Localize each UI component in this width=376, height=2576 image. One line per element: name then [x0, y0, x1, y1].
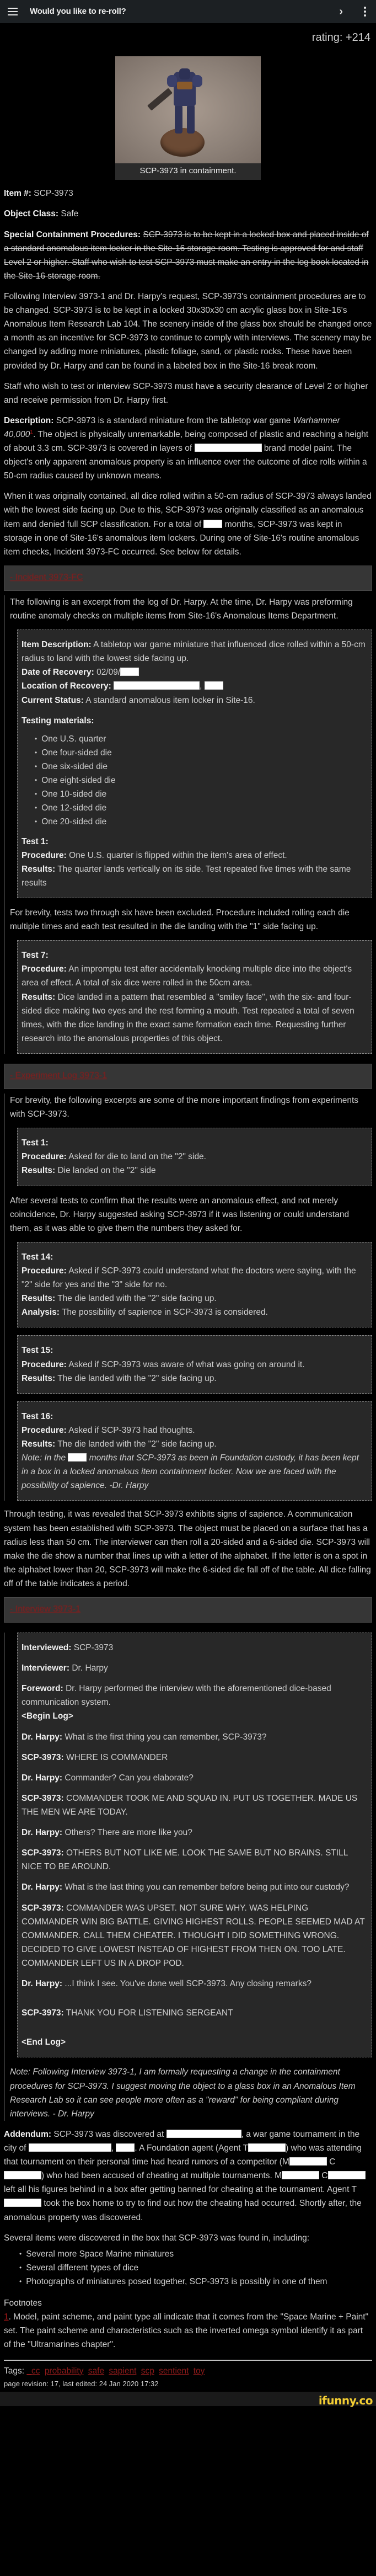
containment-photo [115, 56, 261, 180]
redacted-block [205, 681, 223, 690]
page-revision-info: page revision: 17, last edited: 24 Jan 2020 17:32 [4, 2379, 159, 2388]
footnotes-heading: Footnotes [4, 2298, 42, 2308]
description: Description: SCP-3973 is a standard miniature from the tabletop war game Warhammer 40,000$^1$. The object is physically unremarkable, being composed of plastic and reaching a height of about 3.3 cm. SCP-3973 is covered in layers of brand model paint. The object's only apparent anomalous property is an influence over the outcome of dice rolls within a 50-cm radius caused by unknown means. [4, 415, 368, 481]
addendum: Addendum: SCP-3973 was discovered at , a war game tournament in the city of , . A Foundation agent (Agent T ) who was attending that tournament on their personal time had heard rumors of a competitor (M C) who had been accused of cheating at multiple tournaments. M C left all his figures behind in a box after getting banned for cheating at the tournament. Agent T took the box home to try to find out how the cheating had occurred. Shortly after, the anomalous property was discovered. [4, 2127, 372, 2225]
dialogue-line: SCP-3973: COMMANDER WAS UPSET. NOT SURE WHY. WAS HELPING COMMANDER WIN BIG BATTLE. GIVING HIGHEST ROLLS. PEOPLE SEEMED MAD AT COMMANDER. CALL THEM CHEATER. I THOUGHT I DID SOMETHING WRONG. DECIDED TO GIVE LOWEST INSTEAD OF HIGHEST FROM THEN ON. TOO LATE. COMMANDER LEFT US IN A DROP POD. [22, 1903, 365, 1969]
interview-note: Note: Following Interview 3973-1, I am formally requesting a change in the containment procedures for SCP-3973. I suggest moving the object to a glass box in an Anomalous Item Research Lab so it can see people more often as a "reward" for being compliant during interviews. - Dr. Harpy [10, 2067, 356, 2119]
test-7-box: Test 7: Procedure: An impromptu test after accidentally knocking multiple dice into the object's area of effect. A total of six dice were rolled in the 50cm area. Results: Dice landed in a pattern that resembled a "smiley face", with the six- and four-sided dice making two eyes and the rest forming a mouth. Test repeated a total of seven times, with the dice landing in the exact same formation each time. Requesting further research into the anomalous properties of this object. [17, 940, 372, 1054]
redacted-block [248, 2143, 286, 2152]
redacted-block [282, 2171, 319, 2179]
testing-materials-list [35, 732, 367, 829]
footnote-ref[interactable]: 1 [30, 429, 33, 435]
watermark-bar [0, 2392, 376, 2406]
list-item: • One 20-sided die [35, 815, 367, 829]
experiment-intro: For brevity, the following excerpts are some of the more important findings from experiments with SCP-3973. [10, 1095, 359, 1119]
rating-badge[interactable]: rating: +214 [311, 31, 370, 44]
dialogue-line: Dr. Harpy: What is the first thing you can remember, SCP-3973? [22, 1732, 267, 1742]
item-number: Item #: SCP-3973 [4, 189, 73, 199]
footnote-backlink[interactable]: 1 [4, 2312, 9, 2322]
experiment-test-14-box: Test 14: Procedure: Asked if SCP-3973 could understand what the doctors were saying, with the "2" side for yes and the "3" side for no. Results: The die landed with the "2" side facing up. Analysis: The possibility of sapience in SCP-3973 is considered. [17, 1242, 372, 1328]
list-item: • Several different types of dice [19, 2261, 372, 2275]
redacted-block [289, 2157, 327, 2166]
dialogue-line: Dr. Harpy: What is the last thing you can remember before being put into our custody? [22, 1882, 350, 1892]
dialogue-line: SCP-3973: THANK YOU FOR LISTENING SERGEANT [22, 2008, 233, 2018]
found-items-list [19, 2247, 372, 2289]
description-history: When it was originally contained, all dice rolled within a 50-cm radius of SCP-3973 always landed with the lowest side facing up. Due to this, SCP-3973 was originally classified as an anomalous item and denied full SCP classification. For a total of months, SCP-3973 was kept in storage in one of Site-16's anomalous item lockers. During one of Site-16's routine anomalous item checks, Incident 3973-FC occurred. See below for details. [4, 492, 372, 557]
list-item: • One 10-sided die [35, 787, 367, 801]
tag-link[interactable]: _cc [26, 2366, 40, 2376]
dialogue-line: SCP-3973: COMMANDER TOOK ME AND SQUAD IN. PUT US TOGETHER. MADE US THE MEN WE ARE TODAY. [22, 1793, 358, 1817]
footnote-item: 1. Model, paint scheme, and paint type all indicate that it comes from the "Space Marine + Paint" set. The paint scheme and characteristics such as the inverted omega symbol identify it as part of the "Ultramarines chapter". [4, 2312, 369, 2350]
incident-content [4, 595, 372, 1054]
page-title: Would you like to re-roll? [30, 6, 126, 16]
experiment-test-16-box: Test 16: Procedure: Asked if SCP-3973 had thoughts. Results: The die landed with the "2" side facing up. Note: In the months that SCP-3973 as been in Foundation custody, it has been kept in a box in a locked anomalous item containment locker. Now we are faced with the possibility of sapience. -Dr. Harpy [17, 1401, 372, 1501]
containment-procedures-original: Special Containment Procedures: SCP-3973 is to be kept in a locked box and placed inside of a standard anomalous item locker in the Site-16 storage room. Testing is approved for and staff Level 2 or higher. Staff who wish to test SCP-3973 must make an entry in the log book located in the Site-16 storage room. [4, 230, 369, 281]
tag-link[interactable]: sapient [109, 2366, 137, 2376]
dialogue-line: SCP-3973: OTHERS BUT NOT LIKE ME. LOOK THE SAME BUT NO BRAINS. STILL NICE TO BE AROUND. [22, 1848, 348, 1872]
tag-link[interactable]: probability [44, 2366, 84, 2376]
hamburger-menu-icon[interactable] [8, 8, 18, 15]
redacted-block [166, 2130, 241, 2138]
redacted-block [4, 2199, 41, 2207]
chevron-right-icon[interactable]: › [339, 5, 343, 18]
dialogue-line: SCP-3973: WHERE IS COMMANDER [22, 1752, 168, 1762]
redacted-block [114, 681, 200, 690]
article [0, 23, 376, 2406]
list-item: • Photographs of miniatures posed together, SCP-3973 is possibly in one of them [19, 2275, 372, 2289]
redacted-block [120, 668, 139, 676]
clearance-text: Staff who wish to test or interview SCP-3973 must have a security clearance of Level 2 or higher and receive permission from Dr. Harpy first. [4, 381, 368, 405]
collapsible-link[interactable]: - Interview 3973-1 [10, 1604, 81, 1614]
dialogue-line: Dr. Harpy: Others? There are more like you? [22, 1828, 192, 1838]
redacted-block [4, 2171, 41, 2179]
sapience-text: Through testing, it was revealed that SCP-3973 exhibits signs of sapience. A communication system has been established with SCP-3973. The object must be placed on a surface that has a radius less than 50 cm. The interviewer can then roll a 20-sided and a 6-sided die. SCP-3973 will make the die show a number that lines up with a letter of the alphabet. If the letter is on a spot in the alphabet lower than 20, SCP-3973 will make the 6-sided die fall off of the table. All dice falling off of the table indicates a period. [4, 1510, 371, 1588]
dialogue-line: Dr. Harpy: Commander? Can you elaborate? [22, 1773, 194, 1783]
experiment-content [4, 1094, 372, 1501]
tag-link[interactable]: scp [141, 2366, 154, 2376]
collapsible-incident-3973-fc[interactable] [4, 566, 372, 591]
list-item: • One U.S. quarter [35, 732, 367, 746]
list-item: • One four-sided die [35, 746, 367, 760]
tags-row: Tags: _cc probability safe sapient scp sentient toy [4, 2366, 205, 2376]
vertical-dots-icon[interactable] [362, 7, 368, 17]
collapsible-link[interactable]: - Experiment Log 3973-1 [10, 1070, 108, 1080]
miniature-image [115, 56, 261, 163]
experiment-test-1-box: Test 1: Procedure: Asked for die to land on the "2" side. Results: Die landed on the "2" side [17, 1128, 372, 1186]
item-report-box: Item Description: A tabletop war game miniature that influenced dice rolled within a 50-cm radius to land with the lowest side facing up. Date of Recovery: 02/09/ Location of Recovery: , Current Status: A standard anomalous item locker in Site-16. Testing materials: • One U.S. quarter • One four-sided die • One six-sided die • One eight-sided die • One 10-sided die • One 12-sided die • One 20-sided die Test 1: Procedure: One U.S. quarter is flipped within the item's area of effect. Results: The quarter lands vertically on its side. Test repeated five times with the same results [17, 630, 372, 898]
brevity-note: For brevity, tests two through six have been excluded. Procedure included rolling each die multiple times and each test resulted in the die landing with the "1" side facing up. [10, 908, 350, 932]
incident-intro: The following is an excerpt from the log of Dr. Harpy. At the time, Dr. Harpy was preforming routine anomaly checks on multiple items from Site-16's Anomalous Items Department. [10, 597, 353, 621]
tag-link[interactable]: sentient [159, 2366, 189, 2376]
containment-procedures-updated: Following Interview 3973-1 and Dr. Harpy's request, SCP-3973's containment procedures are to be changed. SCP-3973 is to be kept in a locked 30x30x30 cm acrylic glass box in Site-16's Anomalous Item Research Lab 104. The scenery inside of the glass box should be changed once a month as an incentive for SCP-3973 to continue to comply with interviews. The scenery may be changed by adding more miniatures, plastic foliage, sand, or plastic rocks. These have been provided by Dr. Harpy and can be found in a labeled box in the Site-16 break room. [4, 291, 372, 371]
list-item: • One 12-sided die [35, 801, 367, 815]
tag-link[interactable]: safe [88, 2366, 105, 2376]
image-caption: SCP-3973 in containment. [139, 166, 237, 175]
redacted-block [116, 2143, 135, 2152]
experiment-test-15-box: Test 15: Procedure: Asked if SCP-3973 was aware of what was going on around it. Results: The die landed with the "2" side facing up. [17, 1335, 372, 1393]
redacted-block [203, 520, 222, 528]
list-item: • One six-sided die [35, 760, 367, 774]
tag-link[interactable]: toy [193, 2366, 205, 2376]
redacted-block [68, 1453, 87, 1462]
list-item: • One eight-sided die [35, 774, 367, 787]
found-items-intro: Several items were discovered in the box that SCP-3973 was found in, including: [4, 2233, 309, 2243]
redacted-block [195, 444, 262, 452]
experiment-after: After several tests to confirm that the results were an anomalous effect, and not merely coincidence, Dr. Harpy suggested asking SCP-3973 if it was listening or could understand them, as it was able to give them the numbers they asked for. [10, 1196, 350, 1233]
top-app-bar [0, 0, 376, 23]
redacted-block [328, 2171, 366, 2179]
collapsible-interview-3973-1[interactable] [4, 1597, 372, 1623]
object-class: Object Class: Safe [4, 209, 79, 219]
dialogue-line: Dr. Harpy: ...I think I see. You've done well SCP-3973. Any closing remarks? [22, 1979, 311, 1989]
interview-log-box: Interviewed: SCP-3973 Interviewer: Dr. Harpy Foreword: Dr. Harpy performed the interview with the aforementioned dice-based communication system. <Begin Log> Dr. Harpy: What is the first thing you can remember, SCP-3973? SCP-3973: WHERE IS COMMANDER Dr. Harpy: Commander? Can you elaborate? SCP-3973: COMMANDER TOOK ME AND SQUAD IN. PUT US TOGETHER. MADE US THE MEN WE ARE TODAY. Dr. Harpy: Others? There are more like you? SCP-3973: OTHERS BUT NOT LIKE ME. LOOK THE SAME BUT NO BRAINS. STILL NICE TO BE AROUND. Dr. Harpy: What is the last thing you can remember before being put into our custody? SCP-3973: COMMANDER WAS UPSET. NOT SURE WHY. WAS HELPING COMMANDER WIN BIG BATTLE. GIVING HIGHEST ROLLS. PEOPLE SEEMED MAD AT COMMANDER. CALL THEM CHEATER. I THOUGHT I DID SOMETHING WRONG. DECIDED TO GIVE LOWEST INSTEAD OF HIGHEST FROM THEN ON. TOO LATE. COMMANDER LEFT US IN A DROP POD. Dr. Harpy: ...I think I see. You've done well SCP-3973. Any closing remarks? SCP-3973: THANK YOU FOR LISTENING SERGEANT <End Log> [17, 1633, 372, 2057]
list-item: • Several more Space Marine miniatures [19, 2247, 372, 2261]
divider [4, 2360, 372, 2361]
collapsible-experiment-log-3973-1[interactable] [4, 1064, 372, 1089]
ifunny-watermark: ifunny.co [318, 2393, 373, 2407]
collapsible-link[interactable]: - Incident 3973-FC [10, 572, 83, 582]
redacted-block [29, 2143, 111, 2152]
interview-content [4, 1633, 372, 2121]
